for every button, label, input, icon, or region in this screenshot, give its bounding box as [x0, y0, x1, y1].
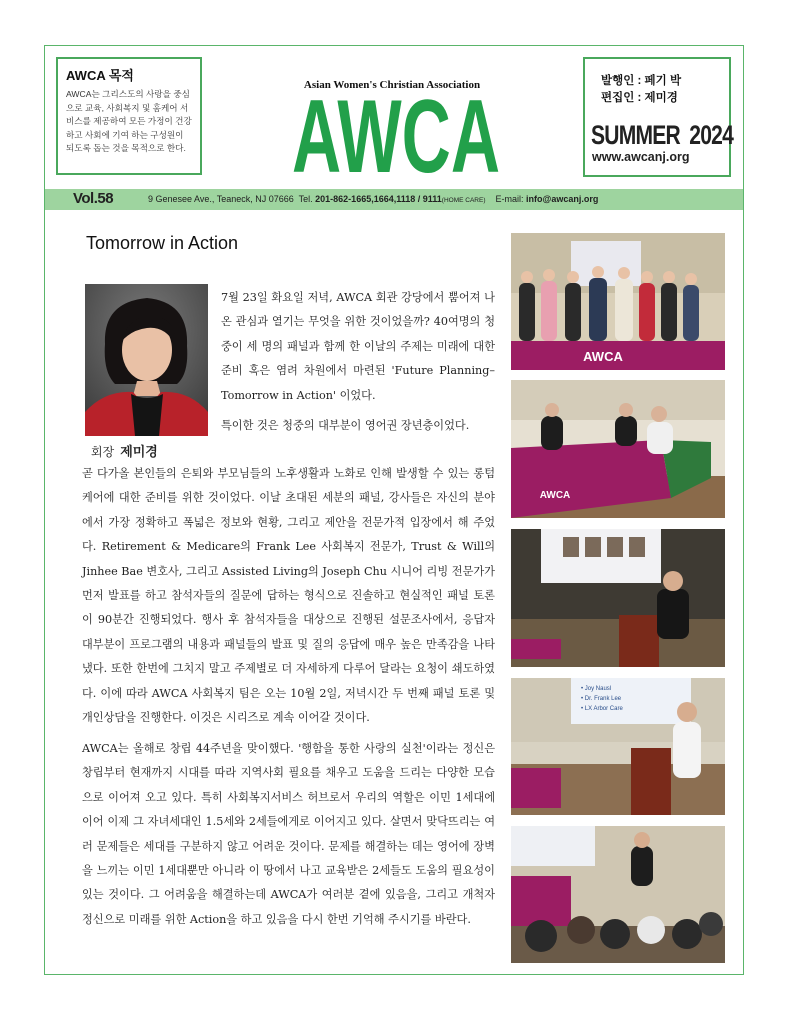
editor-line: 편집인 : 제미경: [601, 92, 678, 104]
email-label: E-mail:: [495, 194, 524, 204]
email-link[interactable]: info@awcanj.org: [526, 194, 599, 204]
portrait-caption: [91, 441, 158, 460]
volume-number: Vol.58: [73, 190, 114, 207]
caption-name: 제미경: [120, 444, 158, 459]
banner-text: AWCA: [583, 349, 623, 364]
event-photo-panel: [511, 380, 725, 518]
purpose-box: [56, 57, 202, 175]
slide-line-3: • LX Arbor Care: [581, 706, 623, 712]
slide-line-1: • Joy Nausl: [581, 686, 612, 692]
purpose-text: AWCA는 그리스도의 사랑을 중심으로 교육, 사회복지 및 홈케어 서비스를 제공하여 모든 가정이 건강하고 사회에 기여 하는 구성원이 되도록 돕는 것을 목적으로 한다.: [66, 89, 192, 153]
logo-text: AWCA: [292, 90, 500, 176]
article-headline: Tomorrow in Action: [86, 233, 239, 253]
issue-season: SUMMER: [591, 120, 680, 150]
address: 9 Genesee Ave., Teaneck, NJ 07666: [148, 194, 294, 204]
event-photo-audience: [511, 826, 725, 963]
article-paragraph-3: 곧 다가올 본인들의 은퇴와 부모님들의 노후생활과 노화로 인해 발생할 수 있는 롱텀케어에 대한 준비를 위한 것이었다. 이날 초대된 세분의 패널, 강사들은 자신의 분야에서 가장 정확하고 폭넓은 정보와 현황, 그리고 제안을 전문가적 입장에서 해 주었다. Retirement & Medicare의 Frank Lee 사회복지 전문가, Trust & Will의 Jinhee Bae 변호사, 그리고 Assisted Living의 Joseph Chu 시니어 리빙 전문가가 먼저 발표를 하고 참석자들의 질문에 답하는 형식으로 진솔하고 현실적인 패널 토론이 90분간 진행되었다. 행사 후 참석자들을 대상으로 진행된 설문조사에서, 응답자 대부분이 프로그램의 내용과 패널들의 발표 및 질의 응답에 매우 높은 만족감을 나타냈다. 또한 한번에 그치지 말고 주제별로 더 자세하게 다루어 달라는 요청이 쇄도하였다. 이에 따라 AWCA 사회복지 팀은 오는 10월 2일, 저녁시간 두 번째 패널 토론 및 개인상담을 진행한다. 이것은 시리즈로 계속 이어갈 것이다.: [82, 467, 495, 725]
info-bar: [45, 189, 743, 210]
issue-label: [591, 120, 734, 151]
article-paragraph-2: 특이한 것은 청중의 대부분이 영어권 장년층이었다.: [221, 419, 470, 432]
purpose-title: AWCA 목적: [66, 68, 134, 83]
event-photo-speaker-2: [511, 678, 725, 815]
article-paragraph-4: AWCA는 올해로 창립 44주년을 맞이했다. '행함을 통한 사랑의 실천'이라는 정신은 창립부터 현재까지 시대를 따라 지역사회 필요를 채우고 도움을 드리는 다양한 모습으로 이어져 오고 있다. 특히 사회복지서비스 허브로서 우리의 역할은 이민 1세대에 이어 이제 그 자녀세대인 1.5세와 2세들에게로 이어지고 있다. 살면서 맞닥뜨리는 여러 문제들은 세대를 구분하지 않고 어려운 것이다. 문제를 해결하는 데는 영어에 장벽을 느끼는 이민 1세대뿐만 아니라 이 땅에서 나고 교육받은 2세들도 도움의 필요성이 있는 것이다. 그 어려움을 해결하는데 AWCA가 여러분 곁에 있음을, 그리고 개척자 정신으로 미래를 위한 Action을 하고 있음을 다시 한번 기억해 주시기를 바란다.: [82, 742, 495, 926]
phone-numbers: 201-862-1665,1664,1118 / 9111: [315, 194, 442, 204]
homecare-note: (HOME CARE): [441, 197, 486, 204]
tel-label: Tel.: [298, 194, 313, 204]
website-link[interactable]: www.awcanj.org: [592, 150, 690, 164]
caption-role: 회장: [91, 445, 115, 459]
contact-line: [148, 194, 598, 204]
slide-line-2: • Dr. Frank Lee: [581, 696, 622, 702]
org-name: Asian Women's Christian Association: [303, 79, 481, 91]
president-portrait: [85, 284, 208, 436]
awca-logo: [290, 90, 502, 176]
publisher-line: 발행인 : 페기 박: [601, 75, 682, 87]
table-text: AWCA: [539, 490, 571, 501]
issue-year: 2024: [689, 120, 734, 150]
event-photo-group: [511, 233, 725, 370]
event-photo-speaker-1: [511, 529, 725, 667]
article-paragraph-1: 7월 23일 화요일 저녁, AWCA 회관 강당에서 뿜어져 나온 관심과 열기는 무엇을 위한 것이었을까? 40여명의 청중이 세 명의 패널과 함께 한 이날의 주제는 미래에 대한 준비 혹은 염려 차원에서 마련된 'Future Planning–Tomorrow in Action' 이었다.: [221, 291, 495, 402]
